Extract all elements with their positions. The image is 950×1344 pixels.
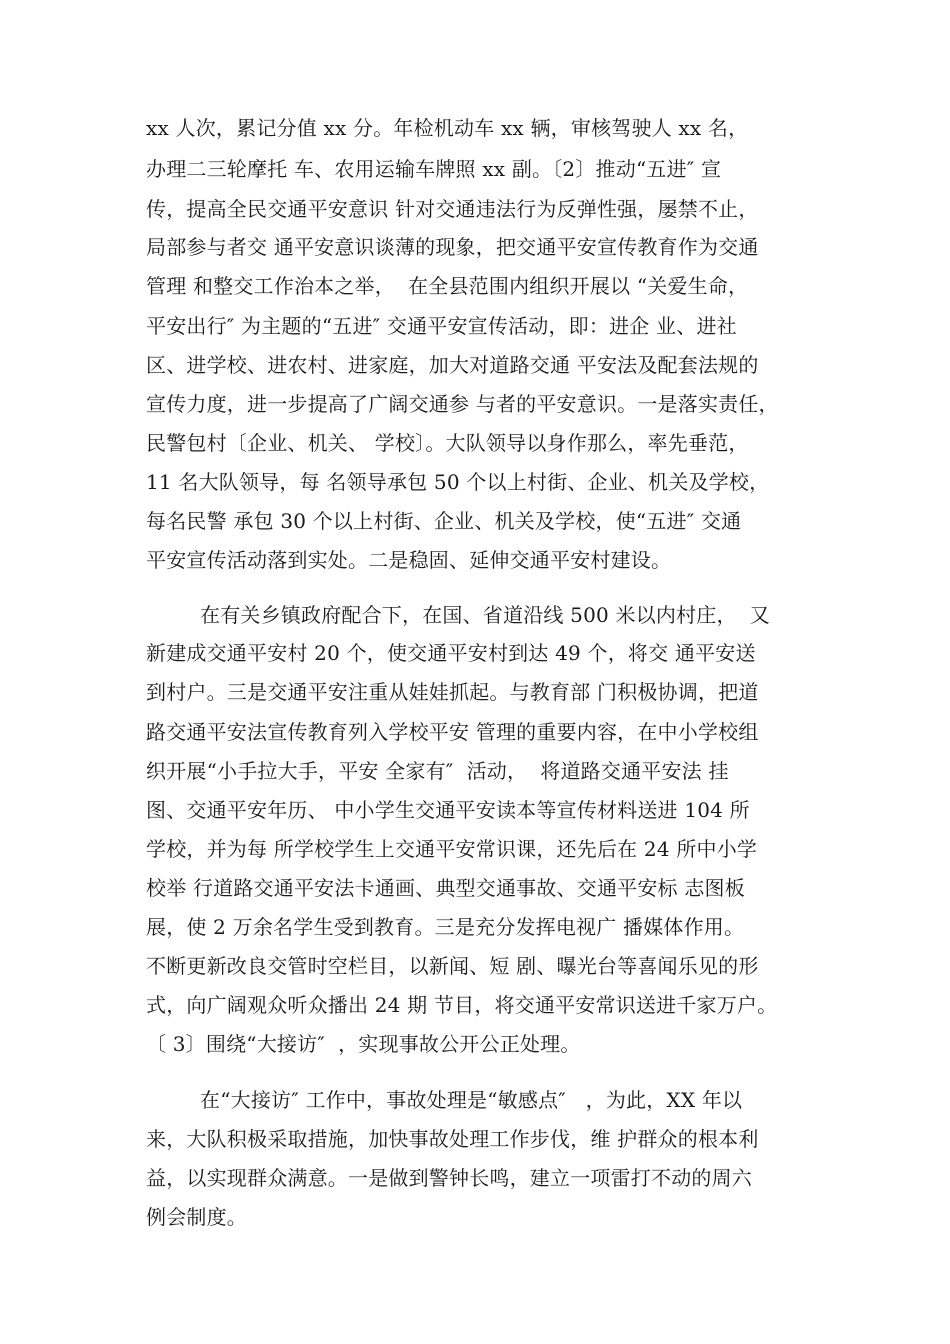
text-line: 学校，并为每 所学校学生上交通平安常识课，还先后在 24 所中小学 [146,837,758,861]
text-line: 每名民警 承包 30 个以上村街、企业、机关及学校，使“五进″ 交通 [146,509,742,533]
text-line: 平安出行″ 为主题的“五进″ 交通平安宣传活动，即：进企 业、进社 [146,314,737,338]
text-line: 式，向广阔观众听众播出 24 期 节目，将交通平安常识送进千家万户。 [146,993,778,1017]
text-line: 宣传力度，进一步提高了广阔交通参 与者的平安意识。一是落实责任， [146,392,779,416]
text-line: xx 人次，累记分值 xx 分。年检机动车 xx 辆，审核驾驶人 xx 名， [146,116,749,140]
text-line: 管理 和整交工作治本之举， 在全县范围内组织开展以 “关爱生命， [146,274,749,298]
text-line: 益，以实现群众满意。一是做到警钟长鸣，建立一项雷打不动的周六 [146,1166,752,1190]
text-line: 图、交通平安年历、 中小学生交通平安读本等宣传材料送进 104 所 [146,798,750,822]
text-line: 在有关乡镇政府配合下，在国、省道沿线 500 米以内村庄， 又 [200,603,771,627]
text-line: 校举 行道路交通平安法卡通画、典型交通事故、交通平安标 志图板 [146,876,745,900]
text-line: 例会制度。 [146,1205,247,1229]
text-line: 传，提高全民交通平安意识 针对交通违法行为反弹性强，屡禁不止， [146,197,759,221]
text-line: 〔 3〕围绕“大接访″ ，实现事故公开公正处理。 [146,1032,581,1056]
text-line: 平安宣传活动落到实处。二是稳固、延伸交通平安村建设。 [146,548,672,572]
text-line: 11 名大队领导，每 名领导承包 50 个以上村街、企业、机关及学校， [146,470,770,494]
text-line: 到村户。三是交通平安注重从娃娃抓起。与教育部 门积极协调，把道 [146,680,759,704]
text-line: 新建成交通平安村 20 个，使交通平安村到达 49 个，将交 通平安送 [146,641,756,665]
text-line: 不断更新改良交管时空栏目，以新闻、短 剧、曝光台等喜闻乐见的形 [146,954,759,978]
text-line: 织开展“小手拉大手，平安 全家有″ 活动， 将道路交通平安法 挂 [146,759,729,783]
text-line: 区、进学校、进农村、进家庭，加大对道路交通 平安法及配套法规的 [146,353,759,377]
text-line: 办理二三轮摩托 车、农用运输车牌照 xx 副。〔2〕推动“五进″ 宣 [146,157,722,181]
text-line: 路交通平安法宣传教育列入学校平安 管理的重要内容，在中小学校组 [146,720,759,744]
text-line: 来，大队积极采取措施，加快事故处理工作步伐，维 护群众的根本利 [146,1127,759,1151]
text-line: 在“大接访″ 工作中，事故处理是“敏感点″ ，为此，XX 年以 [200,1088,743,1112]
text-line: 局部参与者交 通平安意识谈薄的现象，把交通平安宣传教育作为交通 [146,235,759,259]
text-line: 民警包村〔企业、机关、 学校〕。大队领导以身作那么，率先垂范， [146,431,749,455]
text-line: 展，使 2 万余名学生受到教育。三是充分发挥电视广 播媒体作用。 [146,915,745,939]
